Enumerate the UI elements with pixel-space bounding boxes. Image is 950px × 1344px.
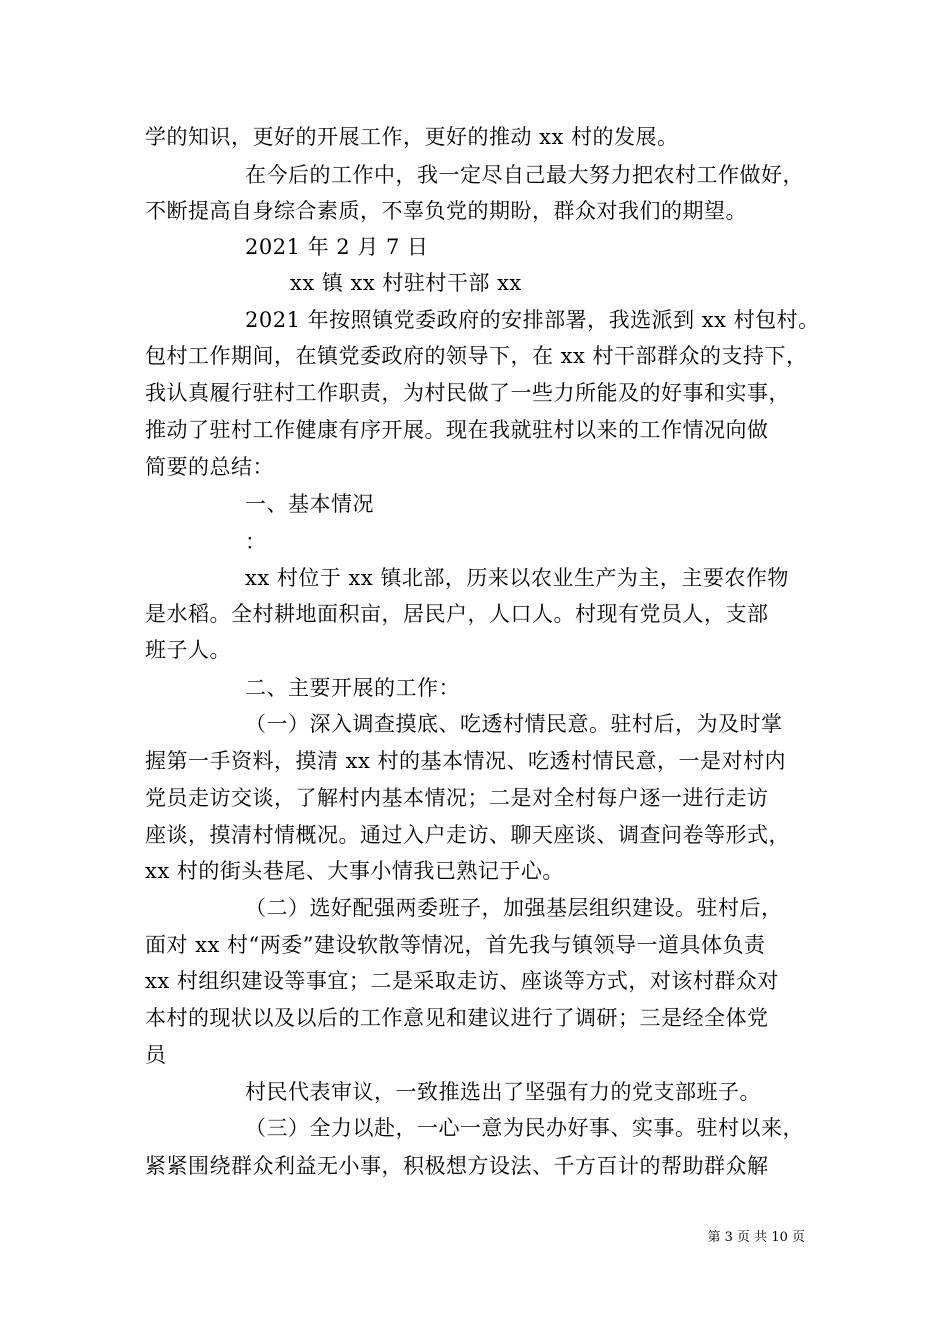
text-line: 我认真履行驻村工作职责，为村民做了一些力所能及的好事和实事， — [145, 381, 790, 405]
text-line: 是水稻。全村耕地面积亩，居民户，人口人。村现有党员人，支部 — [145, 602, 769, 626]
page-number-footer: 第 3 页 共 10 页 — [707, 1230, 805, 1245]
section-heading: 二、主要开展的工作： — [245, 676, 460, 700]
text-line: ： — [245, 530, 267, 554]
text-line: 在今后的工作中，我一定尽自己最大努力把农村工作做好， — [245, 163, 804, 187]
text-line: （三）全力以赴，一心一意为民办好事、实事。驻村以来， — [245, 1116, 804, 1140]
text-line: 紧紧围绕群众利益无小事，积极想方设法、千方百计的帮助群众解 — [145, 1154, 769, 1178]
text-line: （一）深入调查摸底、吃透村情民意。驻村后，为及时掌 — [245, 712, 783, 736]
text-line: xx 村的街头巷尾、大事小情我已熟记于心。 — [145, 859, 564, 883]
text-line: 党员走访交谈，了解村内基本情况；二是对全村每户逐一进行走访 — [145, 786, 769, 810]
text-line: 村民代表审议，一致推选出了坚强有力的党支部班子。 — [245, 1080, 761, 1104]
date-line: 2021 年 2 月 7 日 — [245, 235, 429, 259]
text-line: xx 村位于 xx 镇北部，历来以农业生产为主，主要农作物 — [245, 566, 789, 590]
signature-line: xx 镇 xx 村驻村干部 xx — [290, 271, 522, 295]
text-line: 推动了驻村工作健康有序开展。现在我就驻村以来的工作情况向做 — [145, 418, 769, 442]
text-line: xx 村组织建设等事宜；二是采取走访、座谈等方式，对该村群众对 — [145, 969, 779, 993]
text-line: 本村的现状以及以后的工作意见和建议进行了调研；三是经全体党 — [145, 1006, 769, 1030]
text-line: 面对 xx 村“两委”建设软散等情况，首先我与镇领导一道具体负责 — [145, 933, 766, 957]
text-line: 简要的总结： — [145, 455, 274, 479]
text-line: 员 — [145, 1043, 167, 1067]
section-heading: 一、基本情况 — [245, 492, 374, 516]
text-line: 2021 年按照镇党委政府的安排部署，我选派到 xx 村包村。 — [245, 308, 820, 332]
text-line: 座谈，摸清村情概况。通过入户走访、聊天座谈、调查问卷等形式， — [145, 823, 790, 847]
text-line: 不断提高自身综合素质，不辜负党的期盼，群众对我们的期望。 — [145, 199, 747, 223]
text-line: （二）选好配强两委班子，加强基层组织建设。驻村后， — [245, 896, 783, 920]
text-line: 包村工作期间，在镇党委政府的领导下，在 xx 村干部群众的支持下， — [145, 344, 808, 368]
text-line: 学的知识，更好的开展工作，更好的推动 xx 村的发展。 — [145, 125, 679, 149]
text-line: 班子人。 — [145, 638, 231, 662]
text-line: 握第一手资料，摸清 xx 村的基本情况、吃透村情民意，一是对村内 — [145, 749, 787, 773]
